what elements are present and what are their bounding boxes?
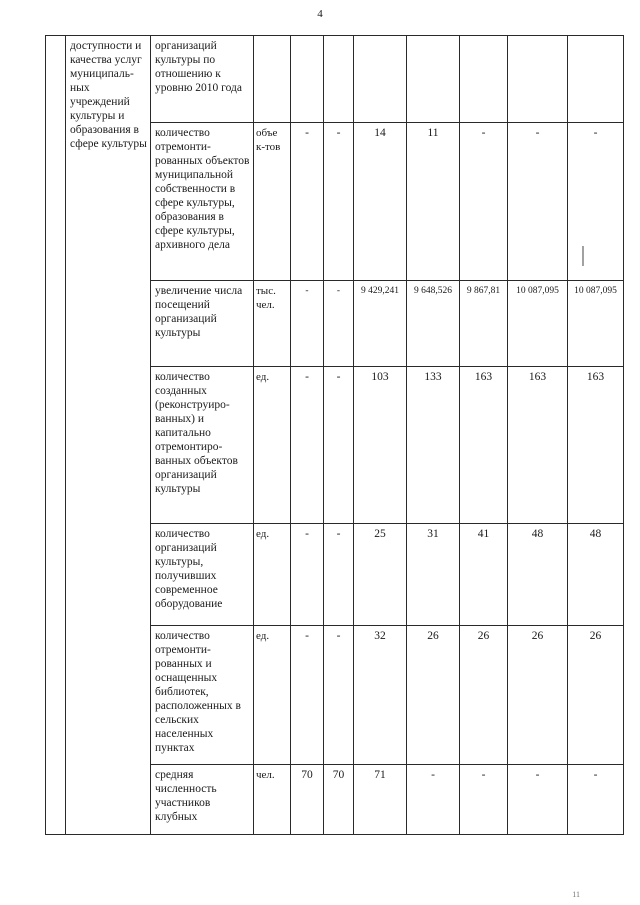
value-cell: - [291, 367, 324, 524]
unit-cell: чел. [254, 765, 291, 835]
value-cell: 133 [407, 367, 460, 524]
value-cell: 41 [460, 524, 508, 626]
value-cell: 48 [568, 524, 624, 626]
row-number-cell [46, 36, 66, 835]
page-number: 4 [317, 8, 323, 20]
unit-cell: тыс. чел. [254, 281, 291, 367]
value-cell: 26 [460, 626, 508, 765]
value-cell: 70 [291, 765, 324, 835]
value-cell: - [460, 765, 508, 835]
value-cell: - [324, 524, 354, 626]
corner-mark: 11 [572, 890, 580, 899]
value-cell [508, 36, 568, 123]
value-cell: - [291, 281, 324, 367]
value-cell: 10 087,095 [508, 281, 568, 367]
value-cell: - [568, 123, 624, 281]
indicator-cell: количество созданных (реконструиро-ванных) и капитально отремонтиро-ванных объектов организаций культуры [151, 367, 254, 524]
value-cell: 26 [508, 626, 568, 765]
value-cell: 10 087,095 [568, 281, 624, 367]
value-cell: - [324, 626, 354, 765]
value-cell: 9 429,241 [354, 281, 407, 367]
pen-mark [582, 246, 584, 266]
value-cell: - [324, 281, 354, 367]
indicators-table [45, 35, 624, 835]
value-cell: 31 [407, 524, 460, 626]
value-cell: - [568, 765, 624, 835]
value-cell: 14 [354, 123, 407, 281]
value-cell: - [508, 765, 568, 835]
value-cell: - [508, 123, 568, 281]
value-cell [324, 36, 354, 123]
value-cell [568, 36, 624, 123]
value-cell: 32 [354, 626, 407, 765]
value-cell: - [460, 123, 508, 281]
value-cell: - [291, 123, 324, 281]
value-cell: 103 [354, 367, 407, 524]
value-cell: - [324, 367, 354, 524]
indicator-cell: количество организаций культуры, получивших современное оборудование [151, 524, 254, 626]
value-cell: 163 [568, 367, 624, 524]
indicator-cell: количество отремонти-рованных объектов муниципальной собственности в сфере культуры, образования в сфере культуры, архивного дела [151, 123, 254, 281]
indicator-cell: увеличение числа посещений организаций культуры [151, 281, 254, 367]
unit-cell: ед. [254, 367, 291, 524]
unit-cell: ед. [254, 626, 291, 765]
value-cell: 163 [460, 367, 508, 524]
value-cell: 25 [354, 524, 407, 626]
value-cell: 48 [508, 524, 568, 626]
value-cell: - [407, 765, 460, 835]
indicator-cell: средняя численность участников клубных [151, 765, 254, 835]
value-cell [460, 36, 508, 123]
value-cell: - [324, 123, 354, 281]
value-cell: 9 867,81 [460, 281, 508, 367]
table-row [46, 36, 624, 123]
value-cell: 70 [324, 765, 354, 835]
value-cell [354, 36, 407, 123]
value-cell: 26 [568, 626, 624, 765]
value-cell [291, 36, 324, 123]
value-cell: 26 [407, 626, 460, 765]
unit-cell: ед. [254, 524, 291, 626]
value-cell: 9 648,526 [407, 281, 460, 367]
indicator-cell: организаций культуры по отношению к уровню 2010 года [151, 36, 254, 123]
indicator-cell: количество отремонти-рованных и оснащенных библиотек, расположенных в сельских населенных пунктах [151, 626, 254, 765]
value-cell: 163 [508, 367, 568, 524]
value-cell [407, 36, 460, 123]
value-cell: 71 [354, 765, 407, 835]
value-cell: 11 [407, 123, 460, 281]
unit-cell [254, 36, 291, 123]
value-cell: - [291, 524, 324, 626]
value-cell: - [291, 626, 324, 765]
unit-cell: объе к-тов [254, 123, 291, 281]
group-label-cell: доступности и качества услуг муниципаль-ных учреждений культуры и образования в сфере культуры [66, 36, 151, 835]
